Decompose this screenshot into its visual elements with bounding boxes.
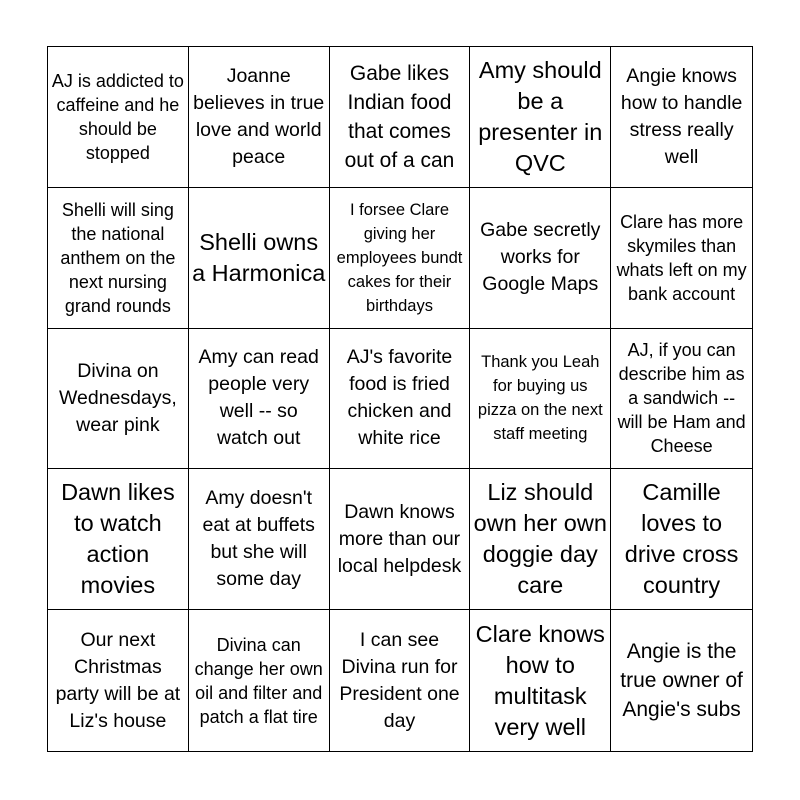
bingo-cell-r3c1[interactable]: Divina on Wednesdays, wear pink	[48, 329, 189, 470]
bingo-cell-r5c4[interactable]: Clare knows how to multitask very well	[470, 610, 611, 751]
bingo-cell-r5c3[interactable]: I can see Divina run for President one day	[330, 610, 471, 751]
bingo-cell-r1c3[interactable]: Gabe likes Indian food that comes out of a can	[330, 47, 471, 188]
bingo-cell-r2c4[interactable]: Gabe secretly works for Google Maps	[470, 188, 611, 329]
bingo-cell-r3c5[interactable]: AJ, if you can describe him as a sandwich -- will be Ham and Cheese	[611, 329, 752, 470]
bingo-cell-r1c4[interactable]: Amy should be a presenter in QVC	[470, 47, 611, 188]
bingo-cell-r5c2[interactable]: Divina can change her own oil and filter and patch a flat tire	[189, 610, 330, 751]
bingo-cell-r3c4[interactable]: Thank you Leah for buying us pizza on the next staff meeting	[470, 329, 611, 470]
bingo-cell-r4c5[interactable]: Camille loves to drive cross country	[611, 469, 752, 610]
bingo-cell-r3c3[interactable]: AJ's favorite food is fried chicken and white rice	[330, 329, 471, 470]
bingo-cell-r1c2[interactable]: Joanne believes in true love and world peace	[189, 47, 330, 188]
bingo-cell-r1c5[interactable]: Angie knows how to handle stress really well	[611, 47, 752, 188]
bingo-cell-r3c2[interactable]: Amy can read people very well -- so watch out	[189, 329, 330, 470]
bingo-cell-r5c1[interactable]: Our next Christmas party will be at Liz's house	[48, 610, 189, 751]
bingo-cell-r4c2[interactable]: Amy doesn't eat at buffets but she will some day	[189, 469, 330, 610]
bingo-cell-r4c4[interactable]: Liz should own her own doggie day care	[470, 469, 611, 610]
bingo-cell-r1c1[interactable]: AJ is addicted to caffeine and he should be stopped	[48, 47, 189, 188]
bingo-cell-r4c1[interactable]: Dawn likes to watch action movies	[48, 469, 189, 610]
bingo-cell-r2c3[interactable]: I forsee Clare giving her employees bundt cakes for their birthdays	[330, 188, 471, 329]
bingo-cell-r2c5[interactable]: Clare has more skymiles than whats left on my bank account	[611, 188, 752, 329]
bingo-cell-r2c1[interactable]: Shelli will sing the national anthem on the next nursing grand rounds	[48, 188, 189, 329]
bingo-cell-r4c3[interactable]: Dawn knows more than our local helpdesk	[330, 469, 471, 610]
bingo-board	[47, 46, 753, 752]
bingo-cell-r2c2[interactable]: Shelli owns a Harmonica	[189, 188, 330, 329]
bingo-cell-r5c5[interactable]: Angie is the true owner of Angie's subs	[620, 640, 743, 722]
